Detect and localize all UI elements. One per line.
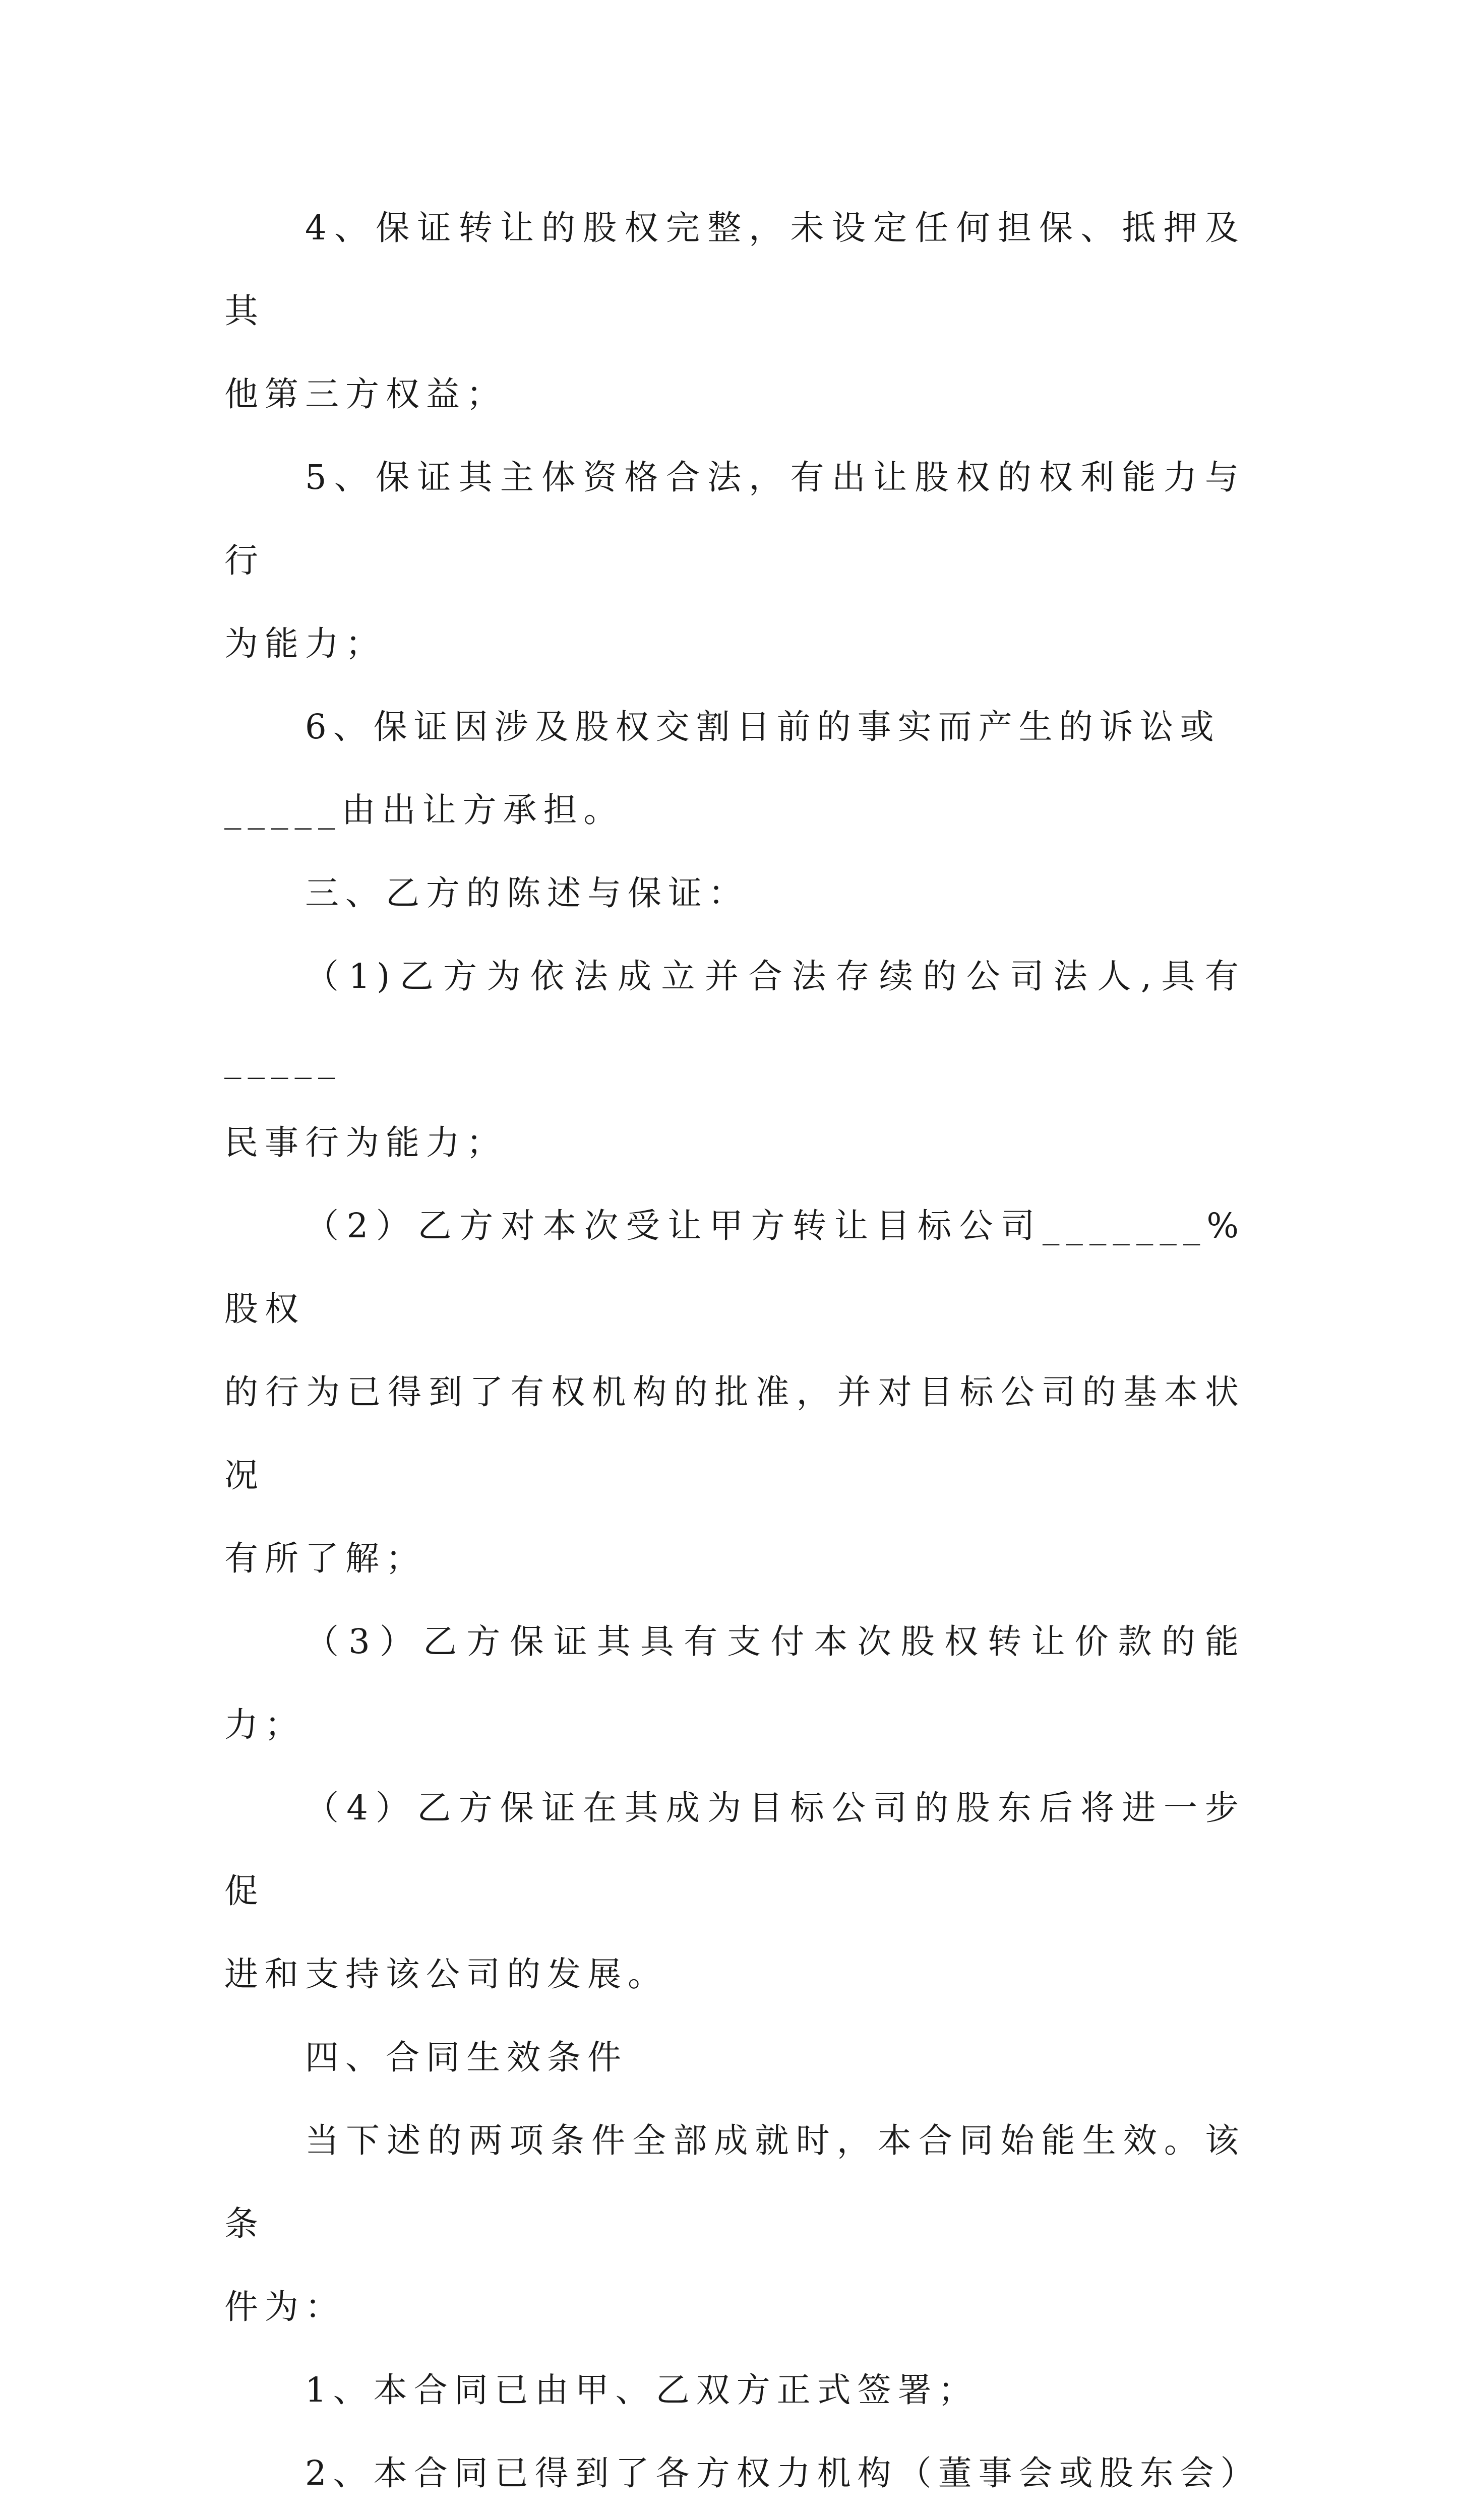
paragraph [224, 186, 1245, 436]
text-line: 件为： [224, 2287, 345, 2326]
paragraph [224, 935, 1245, 1184]
paragraph [224, 436, 1245, 685]
text-line: 为能力； [224, 624, 386, 663]
section-heading [224, 852, 1245, 935]
paragraph [224, 1767, 1245, 2016]
paragraph [224, 2432, 1261, 2520]
paragraph [224, 2099, 1245, 2349]
text-line: 民事行为能力； [224, 1123, 507, 1162]
text-line: 1、本合同已由甲、乙双方正式签署； [305, 2370, 979, 2410]
text-line: （2）乙方对本次受让甲方转让目标公司_______%股权 [224, 1206, 1245, 1329]
paragraph [224, 685, 1245, 852]
text-line: （1)乙方为依法成立并合法存续的公司法人,具有_____ [224, 957, 1245, 1079]
text-line: 6、保证因涉及股权交割日前的事实而产生的诉讼或 [305, 707, 1221, 746]
text-line: 进和支持该公司的发展。 [224, 1955, 668, 1994]
paragraph [224, 1184, 1245, 1600]
text-line: 三、乙方的陈述与保证： [305, 873, 749, 913]
paragraph [224, 1600, 1245, 1767]
text-line: 有所了解； [224, 1539, 426, 1578]
section-heading [224, 2016, 1245, 2099]
text-line: 5、保证其主体资格合法，有出让股权的权利能力与行 [224, 458, 1245, 580]
text-line: 4、保证转让的股权完整，未设定任何担保、抵押及其 [224, 208, 1245, 331]
text-line: 的行为已得到了有权机构的批准，并对目标公司的基本状况 [224, 1372, 1245, 1495]
text-line: （3）乙方保证其具有支付本次股权转让价款的能力； [224, 1622, 1245, 1744]
paragraph [224, 2349, 1245, 2432]
text-line: （4）乙方保证在其成为目标公司的股东后将进一步促 [224, 1788, 1245, 1911]
text-line: 当下述的两项条件全部成就时，本合同始能生效。该条 [224, 2121, 1245, 2243]
text-line [224, 2515, 1245, 2520]
text-line: 2、本合同已得到了各方权力机构（董事会或股东会） [305, 2453, 1261, 2493]
document-body [224, 186, 1261, 2520]
text-line: _____由出让方承担。 [224, 790, 624, 830]
text-line: 他第三方权益； [224, 374, 507, 414]
text-line: 四、合同生效条件 [305, 2038, 628, 2077]
